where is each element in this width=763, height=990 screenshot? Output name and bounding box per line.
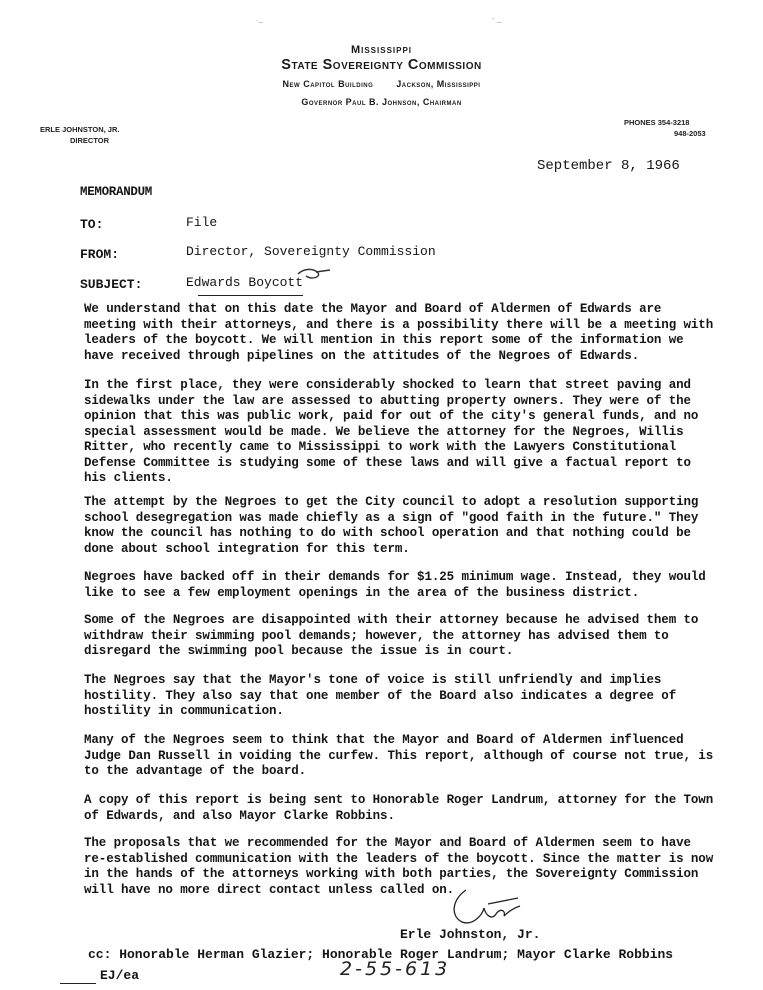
file-number: 2-55-613 xyxy=(340,958,451,980)
subject-label: SUBJECT: xyxy=(80,277,143,292)
subject-underline xyxy=(198,295,303,296)
body-paragraph: The proposals that we recommended for the Mayor and Board of Aldermen seem to have re-established communication with the leaders of the boycott. Since the matter is now in the hands of the attorneys working with both parties, the Sovereignty Commission will have no more direct contact unless called on. xyxy=(84,836,714,897)
scan-mark: - _ xyxy=(492,14,502,23)
letterhead-building: New Capitol Building xyxy=(282,79,374,89)
phones-label: PHONES 354-3218 xyxy=(624,118,690,127)
director-name: ERLE JOHNSTON, JR. xyxy=(40,125,120,134)
phones-number: 948-2053 xyxy=(674,129,706,138)
memo-date: September 8, 1966 xyxy=(537,158,680,174)
body-paragraph: We understand that on this date the Mayor and Board of Aldermen of Edwards are meeting with their attorneys, and there is a possibility there will be a meeting with leaders of the boycott. We will mention in this report some of the information we have received through pipelines on the attitudes of the Negroes of Edwards. xyxy=(84,302,714,363)
subject-value: Edwards Boycott xyxy=(186,275,304,290)
letterhead-city: Jackson, Mississippi xyxy=(396,79,481,89)
scan-mark: ._ xyxy=(256,14,263,23)
initials-rule xyxy=(60,983,96,984)
body-paragraph: The Negroes say that the Mayor's tone of voice is still unfriendly and implies hostility. They also say that one member of the Board also indicates a degree of hostility in communication. xyxy=(84,673,677,718)
letterhead-commission: State Sovereignty Commission xyxy=(281,57,482,73)
to-label: TO: xyxy=(80,217,104,232)
typist-initials: EJ/ea xyxy=(100,968,140,983)
from-label: FROM: xyxy=(80,247,120,262)
body-paragraph: A copy of this report is being sent to Honorable Roger Landrum, attorney for the Town of Edwards, and also Mayor Clarke Robbins. xyxy=(84,793,714,823)
body-paragraph: The attempt by the Negroes to get the City council to adopt a resolution supporting school desegregation was made chiefly as a sign of "good faith in the future." They know the council has nothing to do with school operation and that nothing could be done about school integration for this term. xyxy=(84,495,699,556)
director-title: DIRECTOR xyxy=(70,136,110,145)
handwritten-check-mark xyxy=(296,264,332,284)
letterhead-state: Mississippi xyxy=(350,44,413,56)
body-paragraph: Many of the Negroes seem to think that the Mayor and Board of Aldermen influenced Judge Dan Russell in voiding the curfew. This report, although of course not true, is to the advantage of the board. xyxy=(84,733,714,778)
cc-line: cc: Honorable Herman Glazier; Honorable Roger Landrum; Mayor Clarke Robbins xyxy=(88,947,674,962)
letterhead-governor: Governor Paul B. Johnson, Chairman xyxy=(301,97,462,107)
body-paragraph: Some of the Negroes are disappointed with their attorney because he advised them to withdraw their swimming pool demands; however, the attorney has advised them to disregard the swimming pool because the issue is in court. xyxy=(84,613,699,658)
signature-name: Erle Johnston, Jr. xyxy=(400,927,541,942)
body-paragraph: In the first place, they were considerably shocked to learn that street paving and sidewalks under the law are assessed to abutting property owners. They were of the opinion that this was public work, paid for out of the city's general funds, and no special assessment would be made. We believe the attorney for the Negroes, Willis Ritter, who recently came to Mississippi to work with the Lawyers Constitutional Defense Committee is studying some of these laws and will give a factual report to his clients. xyxy=(84,378,699,485)
body-paragraph: Negroes have backed off in their demands for $1.25 minimum wage. Instead, they would like to see a few employment openings in the area of the business district. xyxy=(84,570,706,600)
letterhead-address xyxy=(0,79,763,89)
memo-title: MEMORANDUM xyxy=(80,185,153,199)
to-value: File xyxy=(186,215,218,230)
from-value: Director, Sovereignty Commission xyxy=(186,244,436,259)
